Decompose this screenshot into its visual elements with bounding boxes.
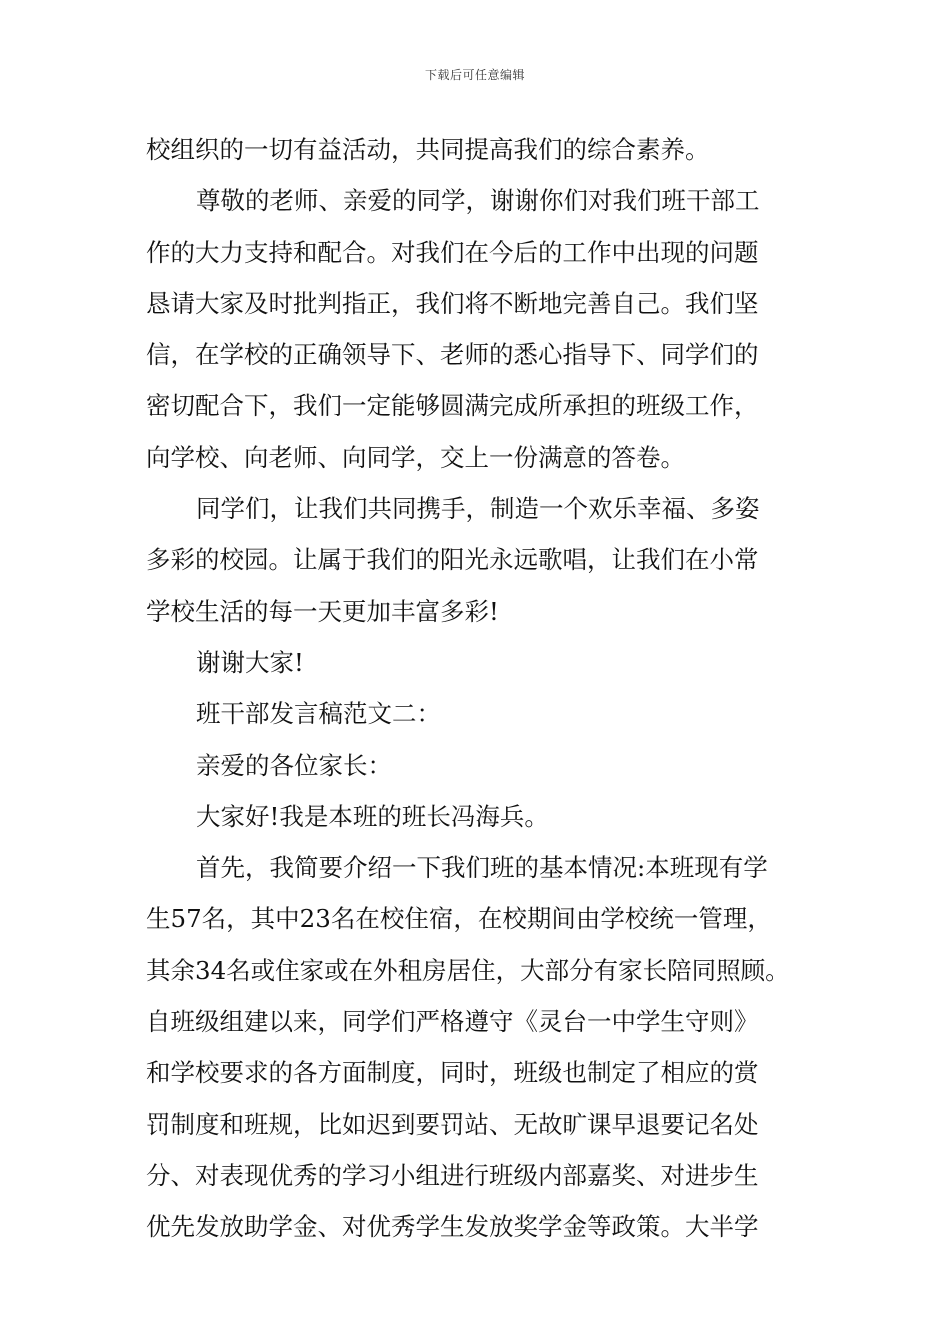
text-line: 罚制度和班规，比如迟到要罚站、无故旷课早退要记名处	[146, 1109, 759, 1139]
salutation: 亲爱的各位家长：	[196, 750, 392, 780]
text-line: 谢谢大家!	[196, 647, 304, 677]
text-line: 大家好!我是本班的班长冯海兵。	[196, 801, 549, 831]
text-line: 首先，我简要介绍一下我们班的基本情况:本班现有学	[196, 853, 768, 883]
text-line: 生57名，其中23名在校住宿，在校期间由学校统一管理，	[146, 904, 772, 934]
text-line: 其余34名或住家或在外租房居住，大部分有家长陪同照顾。	[146, 955, 790, 985]
text-line: 尊敬的老师、亲爱的同学，谢谢你们对我们班干部工	[196, 186, 760, 216]
text-line: 多彩的校园。让属于我们的阳光永远歌唱，让我们在小常	[146, 545, 759, 575]
document-body	[146, 124, 818, 1253]
text-line: 作的大力支持和配合。对我们在今后的工作中出现的问题	[146, 237, 759, 267]
text-line: 学校生活的每一天更加丰富多彩!	[146, 596, 499, 626]
text-line: 密切配合下，我们一定能够圆满完成所承担的班级工作，	[146, 391, 759, 421]
text-line: 分、对表现优秀的学习小组进行班级内部嘉奖、对进步生	[146, 1160, 759, 1190]
text-line: 同学们，让我们共同携手，制造一个欢乐幸福、多姿	[196, 494, 760, 524]
text-line: 和学校要求的各方面制度，同时，班级也制定了相应的赏	[146, 1058, 759, 1088]
text-line: 信，在学校的正确领导下、老师的悉心指导下、同学们的	[146, 340, 759, 370]
page-header-note: 下载后可任意编辑	[424, 68, 525, 82]
text-line: 自班级组建以来，同学们严格遵守《灵台一中学生守则》	[146, 1007, 759, 1037]
text-line: 向学校、向老师、向同学，交上一份满意的答卷。	[146, 442, 685, 472]
section-heading: 班干部发言稿范文二：	[196, 699, 441, 729]
text-line: 优先发放助学金、对优秀学生发放奖学金等政策。大半学	[146, 1212, 759, 1242]
text-line: 恳请大家及时批判指正，我们将不断地完善自己。我们坚	[146, 288, 759, 318]
text-line: 校组织的一切有益活动，共同提高我们的综合素养。	[146, 135, 710, 164]
